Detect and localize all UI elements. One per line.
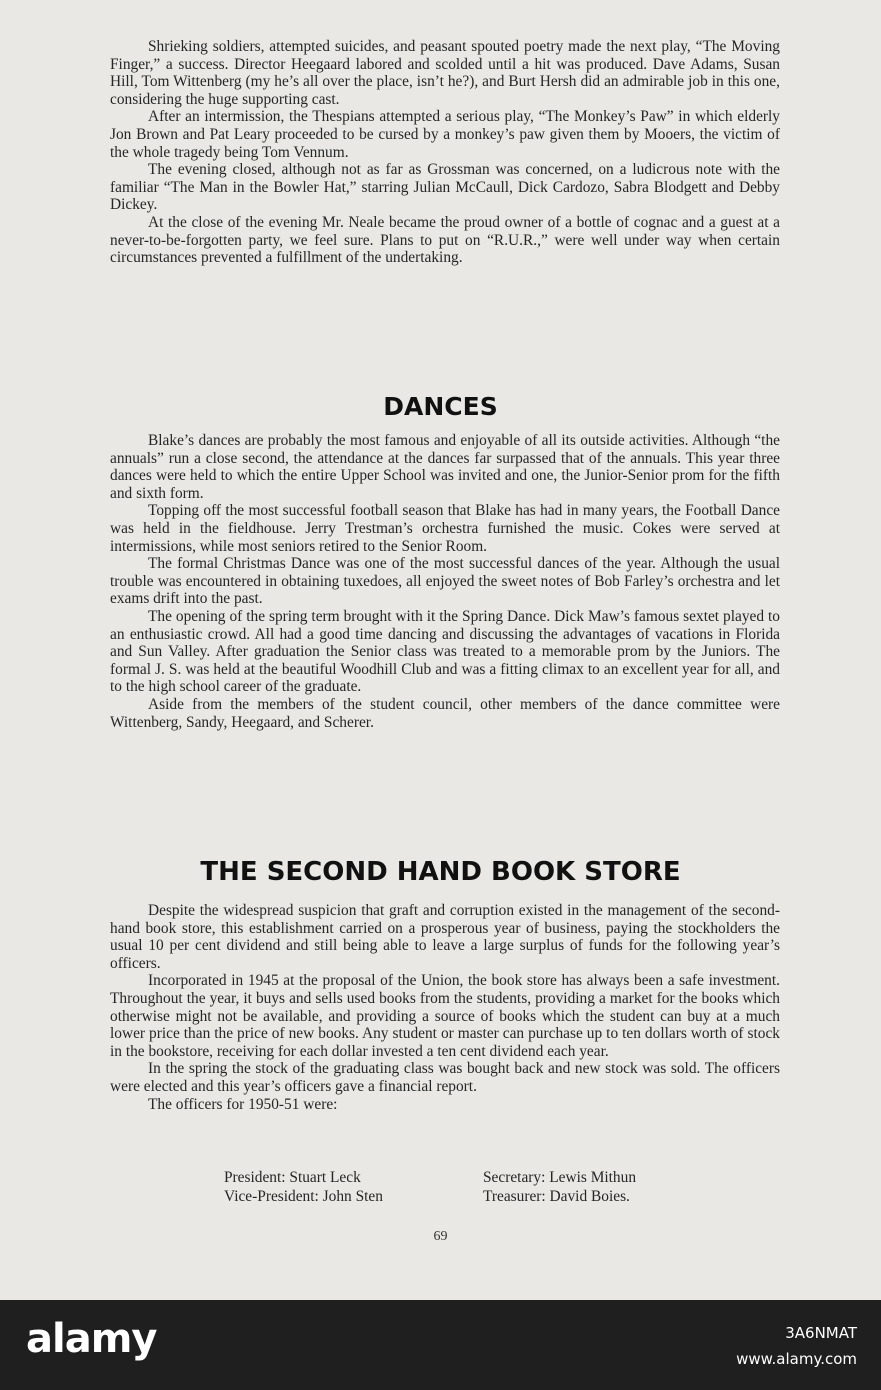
dances-paragraph-1: Blake’s dances are probably the most famous and enjoyable of all its outside activities. Although “the annuals” run a close second, the attendance at the dances far surpassed that of the annuals. This year three dances were held to which the entire Upper School was invited and one, the Junior-Senior prom for the fifth and sixth form. (110, 432, 780, 502)
dances-section (110, 432, 780, 731)
intro-paragraph-1: Shrieking soldiers, attempted suicides, and peasant spouted poetry made the next play, “The Moving Finger,” a success. Director Heegaard labored and scolded until a hit was produced. Dave Adams, Susan Hill, Tom Wittenberg (my he’s all over the place, isn’t he?), and Burt Hersh did an admirable job in this one, considering the huge supporting cast. (110, 38, 780, 108)
bookstore-paragraph-1: Despite the widespread suspicion that graft and corruption existed in the management of the second-hand book store, this establishment carried on a prosperous year of business, paying the stockholders the usual 10 per cent dividend and still being able to leave a large surplus of funds for the following year’s officers. (110, 902, 780, 972)
officers-right-column (483, 1168, 636, 1206)
officer-president: President: Stuart Leck (224, 1169, 361, 1186)
image-id: 3A6NMAT (785, 1324, 857, 1342)
officer-secretary: Secretary: Lewis Mithun (483, 1169, 637, 1186)
intro-section (110, 38, 780, 267)
page-number: 69 (433, 1229, 448, 1244)
intro-paragraph-3: The evening closed, although not as far as Grossman was concerned, on a ludicrous note with the familiar “The Man in the Bowler Hat,” starring Julian McCaull, Dick Cardozo, Sabra Blodgett and Debby Dickey. (110, 161, 780, 214)
dances-paragraph-2: Topping off the most successful football season that Blake has had in many years, the Football Dance was held in the fieldhouse. Jerry Trestman’s orchestra furnished the music. Cokes were served at intermissions, while most seniors retired to the Senior Room. (110, 502, 780, 555)
officer-treasurer: Treasurer: David Boies. (483, 1188, 630, 1205)
site-url: www.alamy.com (736, 1350, 857, 1368)
intro-paragraph-2: After an intermission, the Thespians attempted a serious play, “The Monkey’s Paw” in which elderly Jon Brown and Pat Leary proceeded to be cursed by a monkey’s paw given them by Mooers, the victim of the whole tragedy being Tom Vennum. (110, 108, 780, 161)
dances-paragraph-4: The opening of the spring term brought with it the Spring Dance. Dick Maw’s famous sextet played to an enthusiastic crowd. All had a good time dancing and discussing the advantages of vacations in Florida and Sun Valley. After graduation the Senior class was treated to a memorable prom by the Juniors. The formal J. S. was held at the beautiful Woodhill Club and was a fitting climax to an excellent year for all, and to the high school career of the graduate. (110, 607, 780, 696)
bookstore-paragraph-2: Incorporated in 1945 at the proposal of the Union, the book store has always been a safe investment. Throughout the year, it buys and sells used books from the students, providing a market for the books which otherwise might not be available, and providing a source of books which the student can buy at a much lower price than the price of new books. Any student or master can purchase up to ten dollars worth of stock in the bookstore, receiving for each dollar invested a ten cent dividend each year. (110, 972, 780, 1060)
bookstore-paragraph-3: In the spring the stock of the graduating class was bought back and new stock was sold. The officers were elected and this year’s officers gave a financial report. (110, 1060, 780, 1095)
officer-vice-president: Vice-President: John Sten (224, 1188, 383, 1205)
officers-intro: The officers for 1950-51 were: (148, 1095, 338, 1113)
bookstore-heading: THE SECOND HAND BOOK STORE (200, 857, 681, 887)
brand-logo: alamy (26, 1316, 157, 1362)
watermark-footer (0, 1300, 881, 1390)
officers-left-column (224, 1168, 383, 1206)
dances-paragraph-5: Aside from the members of the student council, other members of the dance committee were Wittenberg, Sandy, Heegaard, and Scherer. (110, 695, 780, 731)
bookstore-section (110, 902, 780, 1113)
intro-paragraph-4: At the close of the evening Mr. Neale became the proud owner of a bottle of cognac and a guest at a never-to-be-forgotten party, we feel sure. Plans to put on “R.U.R.,” were well under way when certain circumstances prevented a fulfillment of the undertaking. (110, 213, 780, 267)
dances-heading: DANCES (383, 392, 498, 421)
dances-paragraph-3: The formal Christmas Dance was one of the most successful dances of the year. Although the usual trouble was encountered in obtaining tuxedoes, all enjoyed the sweet notes of Bob Farley’s orchestra and let exams drift into the past. (110, 555, 780, 608)
